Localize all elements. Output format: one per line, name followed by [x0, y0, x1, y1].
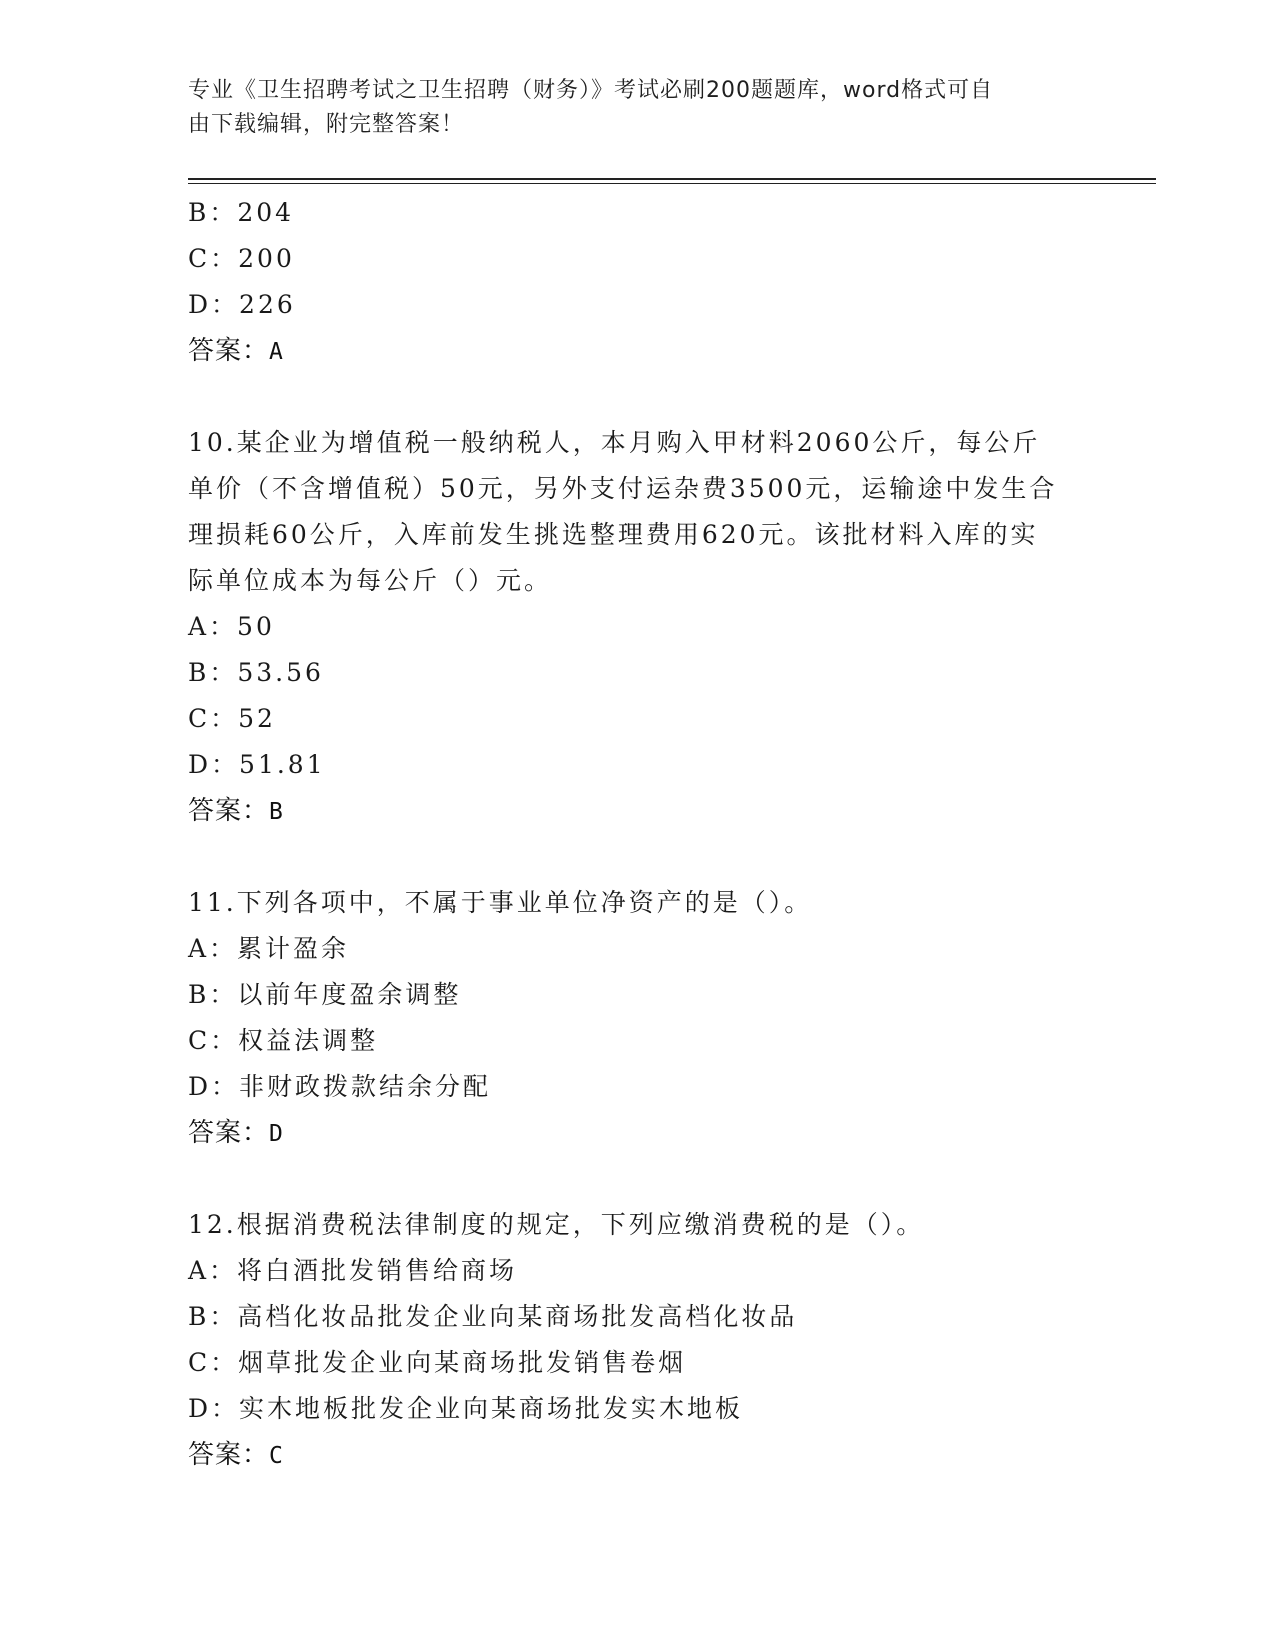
- answer-label: 答案：: [188, 1440, 270, 1470]
- question-list: [188, 190, 1088, 1478]
- header-divider: [188, 178, 1156, 180]
- answer-value: C: [269, 1443, 284, 1469]
- question-11: [188, 880, 1088, 1156]
- option-a: A：累计盈余: [188, 934, 350, 963]
- previous-question-tail: [188, 190, 1088, 374]
- question-stem: [188, 880, 1088, 926]
- answer-value: B: [269, 799, 284, 825]
- answer-label: 答案：: [188, 336, 270, 366]
- stem-line: 10.某企业为增值税一般纳税人，本月购入甲材料2060公斤，每公斤: [188, 428, 1041, 457]
- question-10: [188, 420, 1088, 834]
- option-d: D：51.81: [188, 750, 326, 779]
- stem-line: 11.下列各项中，不属于事业单位净资产的是（）。: [188, 888, 813, 917]
- stem-line: 际单位成本为每公斤（）元。: [188, 566, 553, 595]
- header-line-1: 专业《卫生招聘考试之卫生招聘（财务）》考试必刷200题题库，word格式可自: [188, 78, 994, 103]
- option-c: C：200: [188, 244, 295, 273]
- option-b: B：204: [188, 198, 295, 227]
- option-a: A：50: [188, 612, 275, 641]
- answer-label: 答案：: [188, 1118, 270, 1148]
- answer-value: D: [269, 1121, 284, 1147]
- question-stem: [188, 420, 1088, 604]
- header-divider-thin: [188, 183, 1156, 184]
- stem-line: 12.根据消费税法律制度的规定，下列应缴消费税的是（）。: [188, 1210, 925, 1239]
- option-c: C：权益法调整: [188, 1026, 379, 1055]
- answer-line: [188, 1432, 1088, 1478]
- question-stem: [188, 1202, 1088, 1248]
- answer-line: [188, 328, 1088, 374]
- option-c: C：52: [188, 704, 276, 733]
- document-header: [188, 74, 1068, 142]
- question-12: [188, 1202, 1088, 1478]
- stem-line: 单价（不含增值税）50元，另外支付运杂费3500元，运输途中发生合: [188, 474, 1058, 503]
- answer-label: 答案：: [188, 796, 270, 826]
- answer-line: [188, 1110, 1088, 1156]
- option-a: A：将白酒批发销售给商场: [188, 1256, 518, 1285]
- answer-value: A: [269, 339, 284, 365]
- option-d: D：非财政拨款结余分配: [188, 1072, 492, 1101]
- option-c: C：烟草批发企业向某商场批发销售卷烟: [188, 1348, 687, 1377]
- option-b: B：53.56: [188, 658, 324, 687]
- option-d: D：226: [188, 290, 296, 319]
- option-b: B：以前年度盈余调整: [188, 980, 462, 1009]
- header-line-2: 由下载编辑，附完整答案！: [188, 112, 465, 137]
- option-b: B：高档化妆品批发企业向某商场批发高档化妆品: [188, 1302, 798, 1331]
- stem-line: 理损耗60公斤，入库前发生挑选整理费用620元。该批材料入库的实: [188, 520, 1039, 549]
- answer-line: [188, 788, 1088, 834]
- option-d: D：实木地板批发企业向某商场批发实木地板: [188, 1394, 744, 1423]
